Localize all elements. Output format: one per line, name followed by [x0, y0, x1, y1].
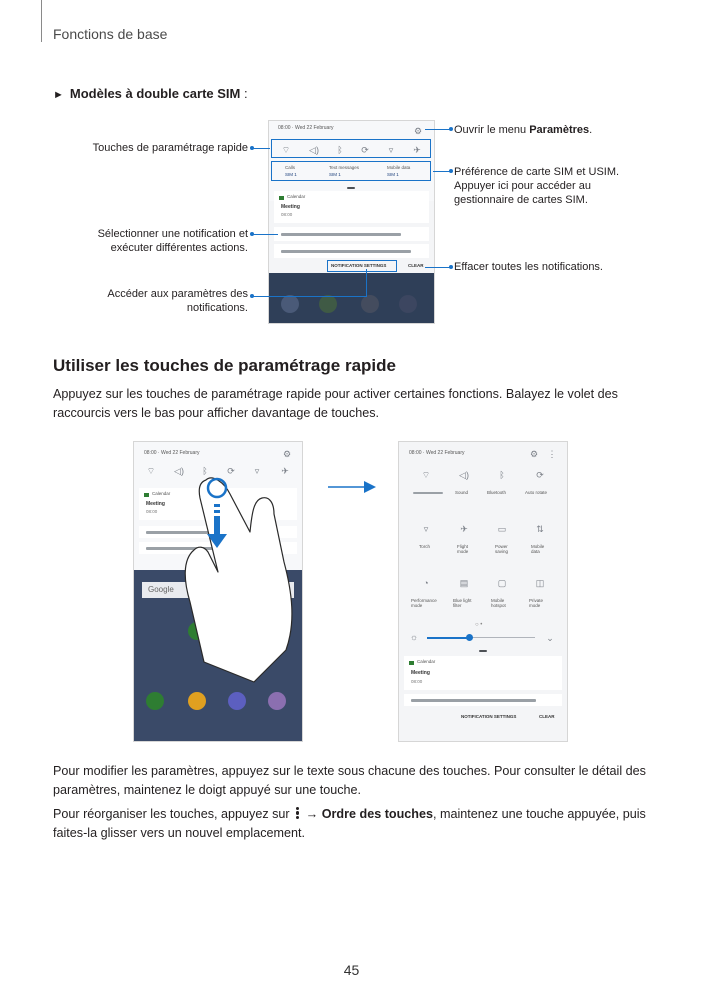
- callout-sim-preference: Préférence de carte SIM et USIM. Appuyer ici pour accéder au gestionnaire de cartes SIM.: [454, 166, 620, 206]
- tile-label-performance[interactable]: Performance mode: [411, 598, 437, 608]
- wifi-icon: ⌔: [281, 145, 291, 155]
- notification-settings-button[interactable]: NOTIFICATION SETTINGS: [461, 714, 517, 719]
- sim-data-value: SIM 1: [387, 172, 399, 177]
- status-bar-text: 08:00 · Wed 22 February: [409, 450, 465, 456]
- notification-time: 08:00: [411, 679, 423, 684]
- expanded-panel-screenshot: [398, 441, 568, 742]
- clear-button[interactable]: CLEAR: [408, 263, 424, 268]
- notification-app-name: Calendar: [417, 659, 436, 664]
- callout-line-settings: [425, 129, 451, 130]
- tile-label-power-saving[interactable]: Power saving: [495, 544, 509, 554]
- mobile-data-icon[interactable]: ⇅: [536, 524, 544, 534]
- swipe-hand-illustration: [134, 442, 302, 741]
- notification-card-2[interactable]: [274, 227, 429, 241]
- tile-label-private-mode[interactable]: Private mode: [529, 598, 544, 608]
- quick-settings-highlight: [271, 139, 431, 158]
- button-order-menu-name: Ordre des touches: [321, 807, 433, 821]
- sound-icon: ◁): [309, 145, 319, 155]
- flight-mode-icon: ✈: [281, 466, 289, 476]
- brightness-slider-fill: [427, 637, 469, 639]
- bluetooth-icon: ᛒ: [337, 145, 343, 155]
- more-options-icon: [295, 806, 300, 821]
- tile-label-bluetooth[interactable]: Bluetooth: [487, 490, 507, 495]
- status-bar-text: 08:00 · Wed 22 February: [278, 125, 334, 131]
- tile-label-sound[interactable]: Sound: [455, 490, 469, 495]
- dual-sim-heading-colon: :: [240, 86, 248, 101]
- callout-open-settings: Ouvrir le menu Paramètres.: [454, 124, 593, 136]
- apps-icon: [361, 295, 379, 313]
- page-indicator: ○ •: [475, 622, 483, 628]
- torch-icon: ▿: [388, 145, 394, 155]
- callout-clear-all: Effacer toutes les notifications.: [454, 261, 603, 273]
- blue-light-filter-icon[interactable]: ▤: [459, 578, 469, 588]
- tile-label-auto-rotate[interactable]: Auto rotate: [525, 490, 548, 495]
- notification-time: 08:00: [281, 212, 293, 217]
- notification-card-3[interactable]: [274, 244, 429, 258]
- callout-quick-settings: Touches de paramétrage rapide: [92, 142, 248, 154]
- sound-icon[interactable]: ◁): [459, 470, 469, 480]
- dual-sim-heading-text: Modèles à double carte SIM: [69, 86, 241, 101]
- hand-outline: [185, 478, 292, 682]
- notification-time: 08:00: [146, 509, 158, 514]
- notification-settings-button[interactable]: NOTIFICATION SETTINGS: [331, 263, 387, 268]
- sim-calls-value: SIM 1: [285, 172, 297, 177]
- status-bar-text: 08:00 · Wed 22 February: [144, 450, 200, 456]
- flight-mode-icon: ✈: [413, 145, 421, 155]
- brightness-slider-thumb[interactable]: [466, 634, 473, 641]
- galaxy-apps-icon: [399, 295, 417, 313]
- tile-label-hotspot[interactable]: Mobile hotspot: [491, 598, 506, 608]
- section-divider: [41, 0, 42, 42]
- tile-label-blue-light[interactable]: Blue light filter: [453, 598, 472, 608]
- notification-card[interactable]: [274, 191, 429, 223]
- page-number: 45: [343, 962, 360, 978]
- play-store-icon: [281, 295, 299, 313]
- torch-icon: ▿: [254, 466, 260, 476]
- modify-settings-paragraph: Pour modifier les paramètres, appuyez sur le texte sous chacune des touches. Pour consulter le détail des paramètres, maintenez le doigt appuyé sur une touche.: [53, 764, 646, 797]
- callout-select-notification: Sélectionner une notification et exécuter différentes actions.: [97, 228, 248, 254]
- sim-data-label: Mobile data: [387, 165, 411, 170]
- reorder-buttons-paragraph: Pour réorganiser les touches, appuyez sur → Ordre des touches, maintenez une touche appuyée, puis faites-la glisser vers un nouvel emplacement.: [53, 807, 646, 840]
- notification-title: Meeting: [411, 670, 430, 676]
- performance-mode-icon[interactable]: ◔: [423, 578, 429, 588]
- notification-title: Meeting: [281, 204, 300, 210]
- tile-label-flight[interactable]: Flight mode: [457, 544, 469, 554]
- callout-line-quick-settings: [252, 148, 270, 149]
- flight-mode-icon[interactable]: ✈: [460, 524, 468, 534]
- quick-settings-intro: Appuyez sur les touches de paramétrage rapide pour activer certaines fonctions. Balayez le volet des raccourcis vers le bas pour afficher davantage de touches.: [53, 387, 618, 420]
- dual-sim-heading: [53, 86, 248, 101]
- notification-settings-highlight: [327, 260, 397, 272]
- private-mode-icon[interactable]: ◫: [535, 578, 545, 588]
- torch-icon[interactable]: ▿: [423, 524, 429, 534]
- bluetooth-icon: ᛒ: [202, 466, 208, 476]
- settings-gear-icon: ⚙: [413, 126, 423, 136]
- callout-notification-settings: Accéder aux paramètres des notifications.: [107, 288, 248, 314]
- google-search-label: Google: [148, 585, 174, 594]
- settings-gear-icon: ⚙: [529, 449, 539, 459]
- power-saving-icon[interactable]: ▭: [497, 524, 507, 534]
- transition-arrow-icon: [328, 480, 376, 494]
- sim-preference-highlight: [271, 161, 431, 181]
- sim-texts-label: Text messages: [329, 165, 360, 170]
- notification-title: Meeting: [146, 501, 165, 507]
- chevron-down-icon[interactable]: ⌄: [546, 633, 554, 643]
- callout-line-clear: [425, 267, 451, 268]
- more-options-icon[interactable]: ⋮: [547, 449, 557, 459]
- bluetooth-icon[interactable]: ᛒ: [499, 470, 505, 480]
- auto-rotate-icon: ⟳: [361, 145, 369, 155]
- bullet-triangle-icon: ►: [53, 89, 64, 101]
- wifi-icon: ⌔: [146, 466, 156, 476]
- auto-rotate-icon: ⟳: [227, 466, 235, 476]
- auto-rotate-icon[interactable]: ⟳: [536, 470, 544, 480]
- play-icon: [319, 295, 337, 313]
- wifi-icon[interactable]: ⌔: [421, 470, 431, 480]
- sim-calls-label: Calls: [285, 165, 296, 170]
- settings-menu-name: Paramètres: [529, 124, 590, 136]
- notification-app-name: Calendar: [287, 194, 306, 199]
- notification-panel-screenshot: [268, 120, 435, 324]
- callout-line-notif-settings: [252, 296, 366, 297]
- notification-card[interactable]: [404, 656, 562, 690]
- clear-button[interactable]: CLEAR: [539, 714, 555, 719]
- notification-app-name: Calendar: [152, 491, 171, 496]
- mobile-hotspot-icon[interactable]: ▢: [497, 578, 507, 588]
- swipe-down-screenshot: [133, 441, 303, 742]
- sound-icon: ◁): [174, 466, 184, 476]
- section-title: Fonctions de base: [53, 26, 168, 42]
- settings-gear-icon: ⚙: [282, 449, 292, 459]
- sim-texts-value: SIM 1: [329, 172, 341, 177]
- home-screen-strip: [269, 273, 434, 323]
- tile-label-torch[interactable]: Torch: [419, 544, 431, 549]
- tile-label-mobile-data[interactable]: Mobile data: [531, 544, 545, 554]
- brightness-icon: ☼: [409, 632, 419, 642]
- callout-line-notification: [252, 234, 278, 235]
- quick-settings-section-title: Utiliser les touches de paramétrage rapide: [53, 356, 396, 375]
